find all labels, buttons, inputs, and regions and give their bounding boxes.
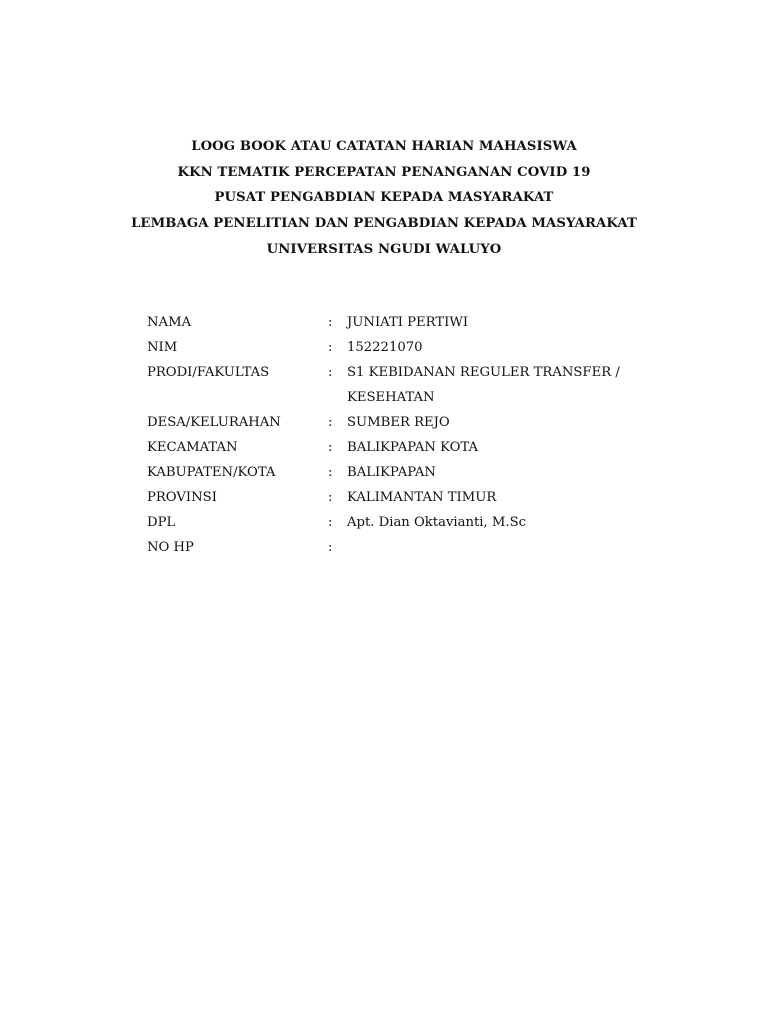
field-value: KALIMANTAN TIMUR: [347, 490, 497, 505]
field-label: NIM: [147, 340, 178, 355]
title-line-1: LOOG BOOK ATAU CATATAN HARIAN MAHASISWA: [191, 139, 577, 154]
field-colon: :: [328, 490, 333, 505]
field-value-line-1: S1 KEBIDANAN REGULER TRANSFER /: [347, 365, 620, 380]
field-label: KECAMATAN: [147, 440, 238, 455]
field-row-kecamatan: [147, 435, 667, 460]
field-label: PRODI/FAKULTAS: [147, 365, 270, 380]
field-colon: :: [328, 365, 333, 380]
field-label: NO HP: [147, 540, 194, 555]
field-row-prodi-fakultas: [147, 360, 667, 410]
field-row-nama: [147, 310, 667, 335]
document-title-block: [0, 134, 768, 263]
field-colon: :: [328, 440, 333, 455]
field-label: DESA/KELURAHAN: [147, 415, 281, 430]
field-row-no-hp: [147, 535, 667, 560]
field-label: NAMA: [147, 315, 192, 330]
title-line-5: UNIVERSITAS NGUDI WALUYO: [266, 241, 502, 257]
field-row-kabupaten-kota: [147, 460, 667, 485]
field-row-dpl: [147, 510, 667, 535]
title-line-4: LEMBAGA PENELITIAN DAN PENGABDIAN KEPADA MASYARAKAT: [131, 216, 637, 232]
title-line-3: PUSAT PENGABDIAN KEPADA MASYARAKAT: [214, 190, 554, 206]
field-value: BALIKPAPAN: [347, 465, 436, 480]
field-value: Apt. Dian Oktavianti, M.Sc: [347, 515, 526, 530]
field-value: BALIKPAPAN KOTA: [347, 440, 479, 455]
field-label: KABUPATEN/KOTA: [147, 465, 276, 480]
field-colon: :: [328, 340, 333, 355]
field-label: PROVINSI: [147, 490, 217, 505]
field-colon: :: [328, 415, 333, 430]
field-row-desa-kelurahan: [147, 410, 667, 435]
field-row-nim: [147, 335, 667, 360]
field-row-provinsi: [147, 485, 667, 510]
field-colon: :: [328, 315, 333, 330]
field-colon: :: [328, 540, 333, 555]
field-value: SUMBER REJO: [347, 415, 450, 430]
field-value-multiline: [347, 360, 620, 410]
field-colon: :: [328, 465, 333, 480]
field-value: 152221070: [347, 340, 423, 355]
field-value: JUNIATI PERTIWI: [347, 315, 469, 330]
field-colon: :: [328, 515, 333, 530]
field-value-line-2: KESEHATAN: [347, 390, 435, 405]
title-line-2: KKN TEMATIK PERCEPATAN PENANGANAN COVID 19: [177, 164, 591, 180]
student-info-table: [147, 310, 667, 560]
field-label: DPL: [147, 515, 176, 530]
